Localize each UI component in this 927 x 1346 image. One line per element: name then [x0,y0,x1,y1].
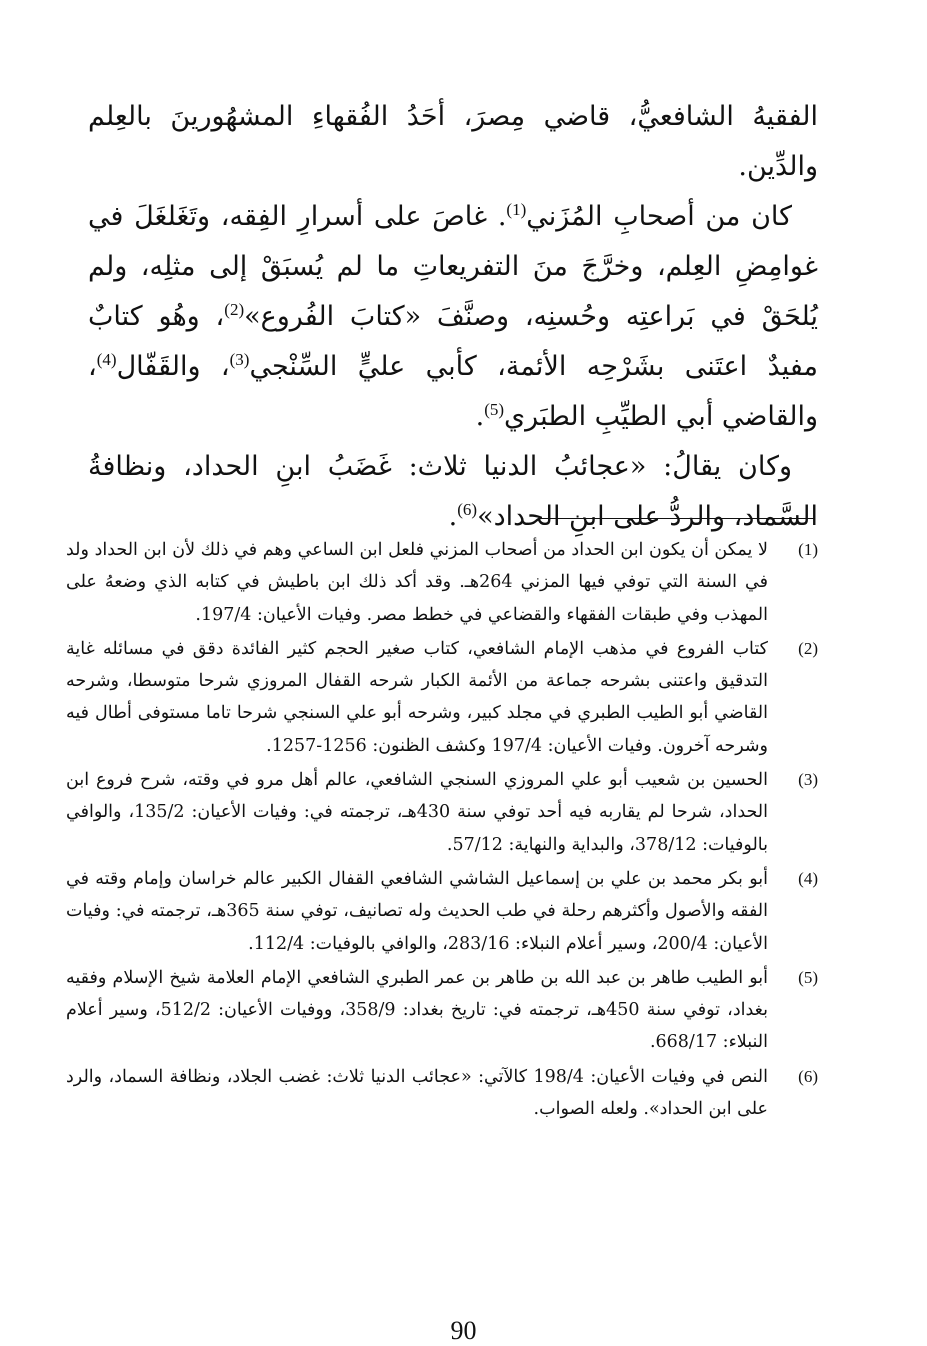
footnote-text: الحسين بن شعيب أبو علي المروزي السنجي الشافعي، عالم أهل مرو في وقته، شرح فروع ابن الحداد، شرحا لم يقاربه فيه أحد توفي سنة 430هـ، ترجمته في: وفيات الأعيان: 135/2، والوافي بالوفيات: 378/12، والبداية والنهاية: 57/12. [66,770,768,855]
paragraph-text: . [475,401,485,432]
footnote-number: (1) [798,540,818,559]
paragraph-text: الفقيهُ الشافعيُّ، قاضي مِصرَ، أحَدُ الفُقهاءِ المشهُورينَ بالعِلم والدِّين. [88,101,818,182]
footnote-text: النص في وفيات الأعيان: 198/4 كالآتي: «عجائب الدنيا ثلاث: غضب الجلاد، ونظافة السماد، والرد على ابن الحداد». ولعله الصواب. [66,1066,768,1120]
page-number: 90 [450,1316,477,1345]
footnote-number: (3) [798,770,818,790]
footnote-item [66,1061,818,1126]
footnote-reference: (5) [484,400,505,419]
paragraph-text: ، والقاضي أبي الطيِّبِ الطبَري [88,351,818,432]
footnote-text: أبو بكر محمد بن علي بن إسماعيل الشاشي الشافعي القفال الكبير عالم خراسان وإمام وقته في الفقه والأصول وأكثرهم رحلة في طب الحديث وله تصانيف، توفي سنة 365هـ، ترجمته في: وفيات الأعيان: 200/4، وسير أعلام النبلاء: 283/16، والوافي بالوفيات: 112/4. [66,868,768,954]
footnote-text: كتاب الفروع في مذهب الإمام الشافعي، كتاب صغير الحجم كثير الفائدة دقق في مسائله غاية التدقيق واعتنى بشرحه جماعة من الأئمة الكبار شرحه القفال المروزي شرحا متوسطا، وشرحه القاضي أبو الطيب الطبري في مجلد كبير، وشرحه أبو علي السنجي شرحا تاما مستوفى أطال فيه وشرحه آخرون. وفيات الأعيان: 197/4 وكشف الظنون: 1256-1257. [66,638,768,756]
footnote-text: أبو الطيب طاهر بن عبد الله بن طاهر بن عمر الطبري الشافعي الإمام العلامة شيخ الإسلام وفقيه بغداد، توفي سنة 450هـ، ترجمته في: تاريخ بغداد: 358/9، ووفيات الأعيان: 512/2، وسير أعلام النبلاء: 668/17. [66,967,768,1053]
footnote-number: (4) [798,868,818,888]
footnote-item [66,633,818,762]
footnote-reference: (1) [506,200,527,219]
footnote-item [66,863,818,960]
footnote-number: (6) [798,1066,818,1086]
paragraph-text: ، وهُو كتابٌ مفيدٌ اعتَنى بشَرْحِه الأئمة، كأبي عليٍّ السِّنْجي [88,301,818,382]
footnote-reference: (3) [229,350,250,369]
footnote-reference: (6) [457,500,478,519]
footnote-item [66,764,818,861]
footnote-item [66,962,818,1059]
paragraph-text: وكان يقالُ: «عجائبُ الدنيا ثلاث: غَضَبُ ابنِ الحداد، ونظافةُ السَّماد، والردُّ على ابنِ الحداد» [88,451,818,532]
footnote-item [66,534,818,631]
main-body-text [88,92,818,542]
paragraph-text: كان من أصحابِ المُزَني [526,201,792,232]
footnote-reference: (4) [96,350,117,369]
footnote-number: (2) [798,638,818,658]
footnote-reference: (2) [224,300,245,319]
paragraph-text: ، والقَفّال [116,351,230,382]
footnote-separator-line [540,518,815,519]
main-paragraph [88,442,818,542]
footnotes-section [66,534,818,1127]
footnote-text: لا يمكن أن يكون ابن الحداد من أصحاب المزني فلعل ابن الساعي وهم في ذلك لأن ابن الحداد ولد في السنة التي توفي فيها المزني 264هـ. وقد أكد ذلك ابن باطيش في كتابه الذي وضعهُ على المهذب وفي طبقات الفقهاء والقضاعي في خطط مصر. وفيات الأعيان: 197/4. [66,540,768,625]
paragraph-text: . [448,501,458,532]
paragraph-text: . غاصَ على أسرارِ الفِقه، وتَغَلغَلَ في غوامِضِ العِلم، وخرَّجَ منَ التفريعاتِ ما لم يُسبَقْ إلى مثلِه، ولم يُلحَقْ في بَراعتِه وحُسنِه، وصنَّفَ «كتابَ الفُروع» [88,201,818,332]
main-paragraph [88,92,818,192]
main-paragraph [88,192,818,442]
footnote-number: (5) [798,967,818,987]
